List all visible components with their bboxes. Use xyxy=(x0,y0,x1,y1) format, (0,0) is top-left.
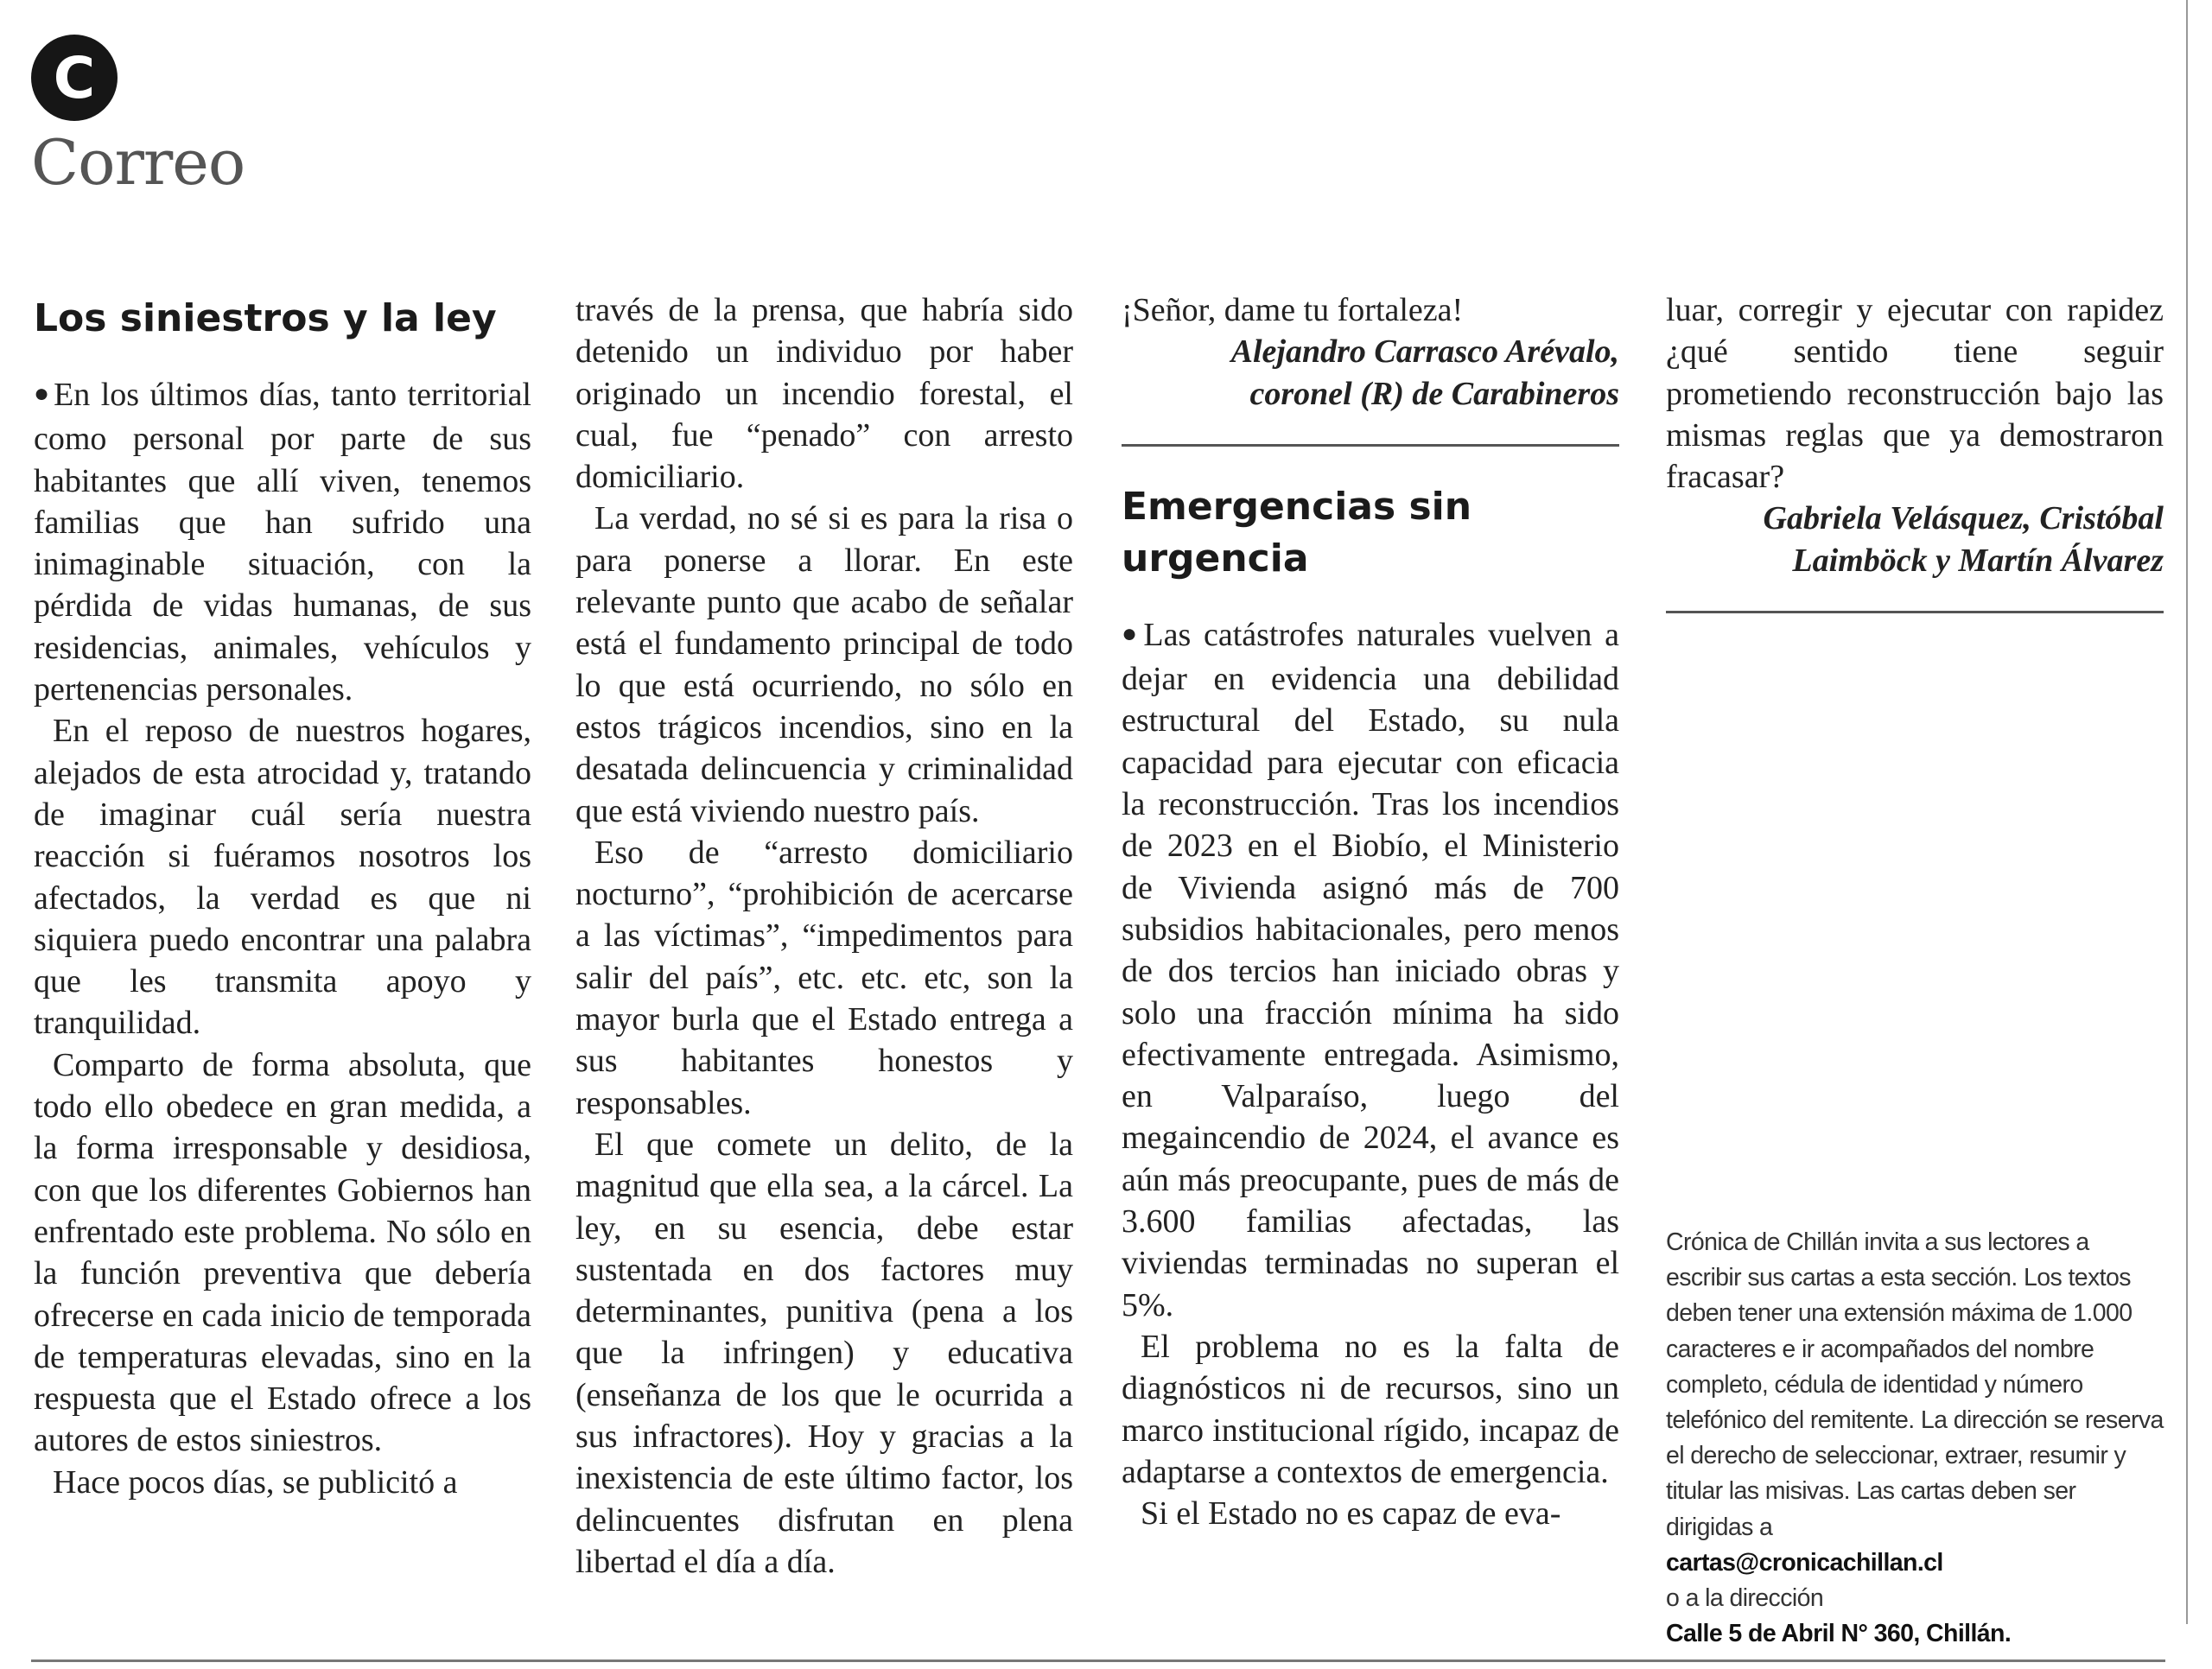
column-4 xyxy=(1666,289,2164,648)
paragraph: Eso de “arresto domiciliario nocturno”, “prohibición de acercarse a las víctimas”, “impedimentos para salir del país”, etc. etc. etc, son la mayor burla que el Estado entrega a sus habitantes honestos y responsables. xyxy=(575,834,1073,1121)
paragraph: ●Las catástrofes naturales vuelven a dejar en evidencia una debilidad estructural del Estado, su nula capacidad para ejecutar con eficacia la reconstrucción. Tras los incendios de 2023 en el Biobío, el Ministerio de Vivienda asignó más de 700 subsidios habitacionales, pero menos de dos tercios han iniciado obras y solo una fracción mínima ha sido efectivamente entregada. Asimismo, en Valparaíso, luego del megaincendio de 2024, el avance es aún más preocupante, pues de más de 3.600 familias afectadas, las viviendas terminadas no superan el 5%. xyxy=(1122,616,1619,1323)
letter-signature: Gabriela Velásquez, Cristóbal Laimböck y Martín Álvarez xyxy=(1763,500,2164,579)
paragraph xyxy=(34,1462,531,1503)
notice-or: o a la dirección xyxy=(1666,1584,1824,1613)
letter-signature: Alejandro Carrasco Arévalo, coronel (R) de Carabineros xyxy=(1230,333,1619,412)
notice-text: Crónica de Chillán invita a sus lectores a escribir sus cartas a esta sección. Los textos deben tener una extensión máxima de 1.000 caracteres e ir acompañados del nombre completo, cédula de identidad y número telefónico del remitente. La dirección se reserva el derecho de seleccionar, extraer, resumir y titular las misivas. Las cartas deben ser dirigidas a xyxy=(1666,1228,2164,1541)
column-2 xyxy=(575,289,1073,1583)
letter-title: Los siniestros y la ley xyxy=(34,296,497,340)
divider xyxy=(1122,444,1619,447)
paragraph: ●En los últimos días, tanto territorial como personal por parte de sus habitantes que allí viven, tenemos familias que han sufrido una inimaginable situación, con la pérdida de vidas humanas, de sus residencias, animales, vehículos y pertenencias personales. xyxy=(34,377,531,708)
divider xyxy=(1666,611,2164,613)
paragraph: La verdad, no sé si es para la risa o para ponerse a llorar. En este relevante punto que acabo de señalar está el fundamento principal de todo lo que está ocurriendo, no sólo en estos trágicos incendios, sino en la desatada delincuencia y criminalidad que está viviendo nuestro país. xyxy=(575,500,1073,829)
column-1 xyxy=(34,289,531,1503)
letter-title: Emergencias sin urgencia xyxy=(1122,484,1472,581)
notice-email[interactable]: cartas@cronicachillan.cl xyxy=(1666,1548,1943,1577)
bullet-icon: ● xyxy=(1122,619,1142,648)
paragraph: En el reposo de nuestros hogares, alejados de esta atrocidad y, tratando de imaginar cuál sería nuestra reacción si fuéramos nosotros los afectados, la verdad es que ni siquiera puedo encontrar una palabra que les transmita apoyo y tranquilidad. xyxy=(34,713,531,1042)
paragraph-continued: través de la prensa, que habría sido detenido un individuo por haber originado un incendio forestal, el cual, fue “penado” con arresto domiciliario. xyxy=(575,292,1073,496)
section-title: Correo xyxy=(31,126,245,199)
paragraph: ¡Señor, dame tu fortaleza! xyxy=(1122,292,1464,328)
paragraph: El que comete un delito, de la magnitud que ella sea, a la cárcel. La ley, en su esencia, debe estar sustentada en dos factores muy determinantes, punitiva (pena a los que la infringen) y educativa (enseñanza de los que le ocurrida a sus infractores). Hoy y gracias a la inexistencia de este último factor, los delincuentes disfrutan en plena libertad el día a día. xyxy=(575,1126,1073,1580)
column-divider xyxy=(2186,0,2188,1624)
section-logo: C xyxy=(31,35,118,121)
paragraph: El problema no es la falta de diagnósticos ni de recursos, sino un marco institucional rígido, incapaz de adaptarse a contextos de emergencia. xyxy=(1122,1328,1619,1490)
paragraph: Comparto de forma absoluta, que todo ello obedece en gran medida, a la forma irresponsable y desidiosa, con que los diferentes Gobiernos han enfrentado este problema. No sólo en la función preventiva que debería ofrecerse en cada inicio de temporada de temperaturas elevadas, sino en la respuesta que el Estado ofrece a los autores de estos siniestros. xyxy=(34,1046,531,1459)
column-3 xyxy=(1122,289,1619,1534)
notice-address: Calle 5 de Abril N° 360, Chillán. xyxy=(1666,1620,2012,1648)
submission-notice xyxy=(1666,1225,2167,1652)
paragraph: Si el Estado no es capaz de eva- xyxy=(1141,1495,1561,1533)
bottom-divider xyxy=(31,1659,2165,1662)
paragraph-part: Hace pocos días, se publicitó a xyxy=(53,1463,458,1501)
bullet-icon: ● xyxy=(34,379,53,408)
paragraph-continued: luar, corregir y ejecutar con rapidez ¿qué sentido tiene seguir prometiendo reconstrucción bajo las mismas reglas que ya demostraron fracasar? xyxy=(1666,292,2164,496)
